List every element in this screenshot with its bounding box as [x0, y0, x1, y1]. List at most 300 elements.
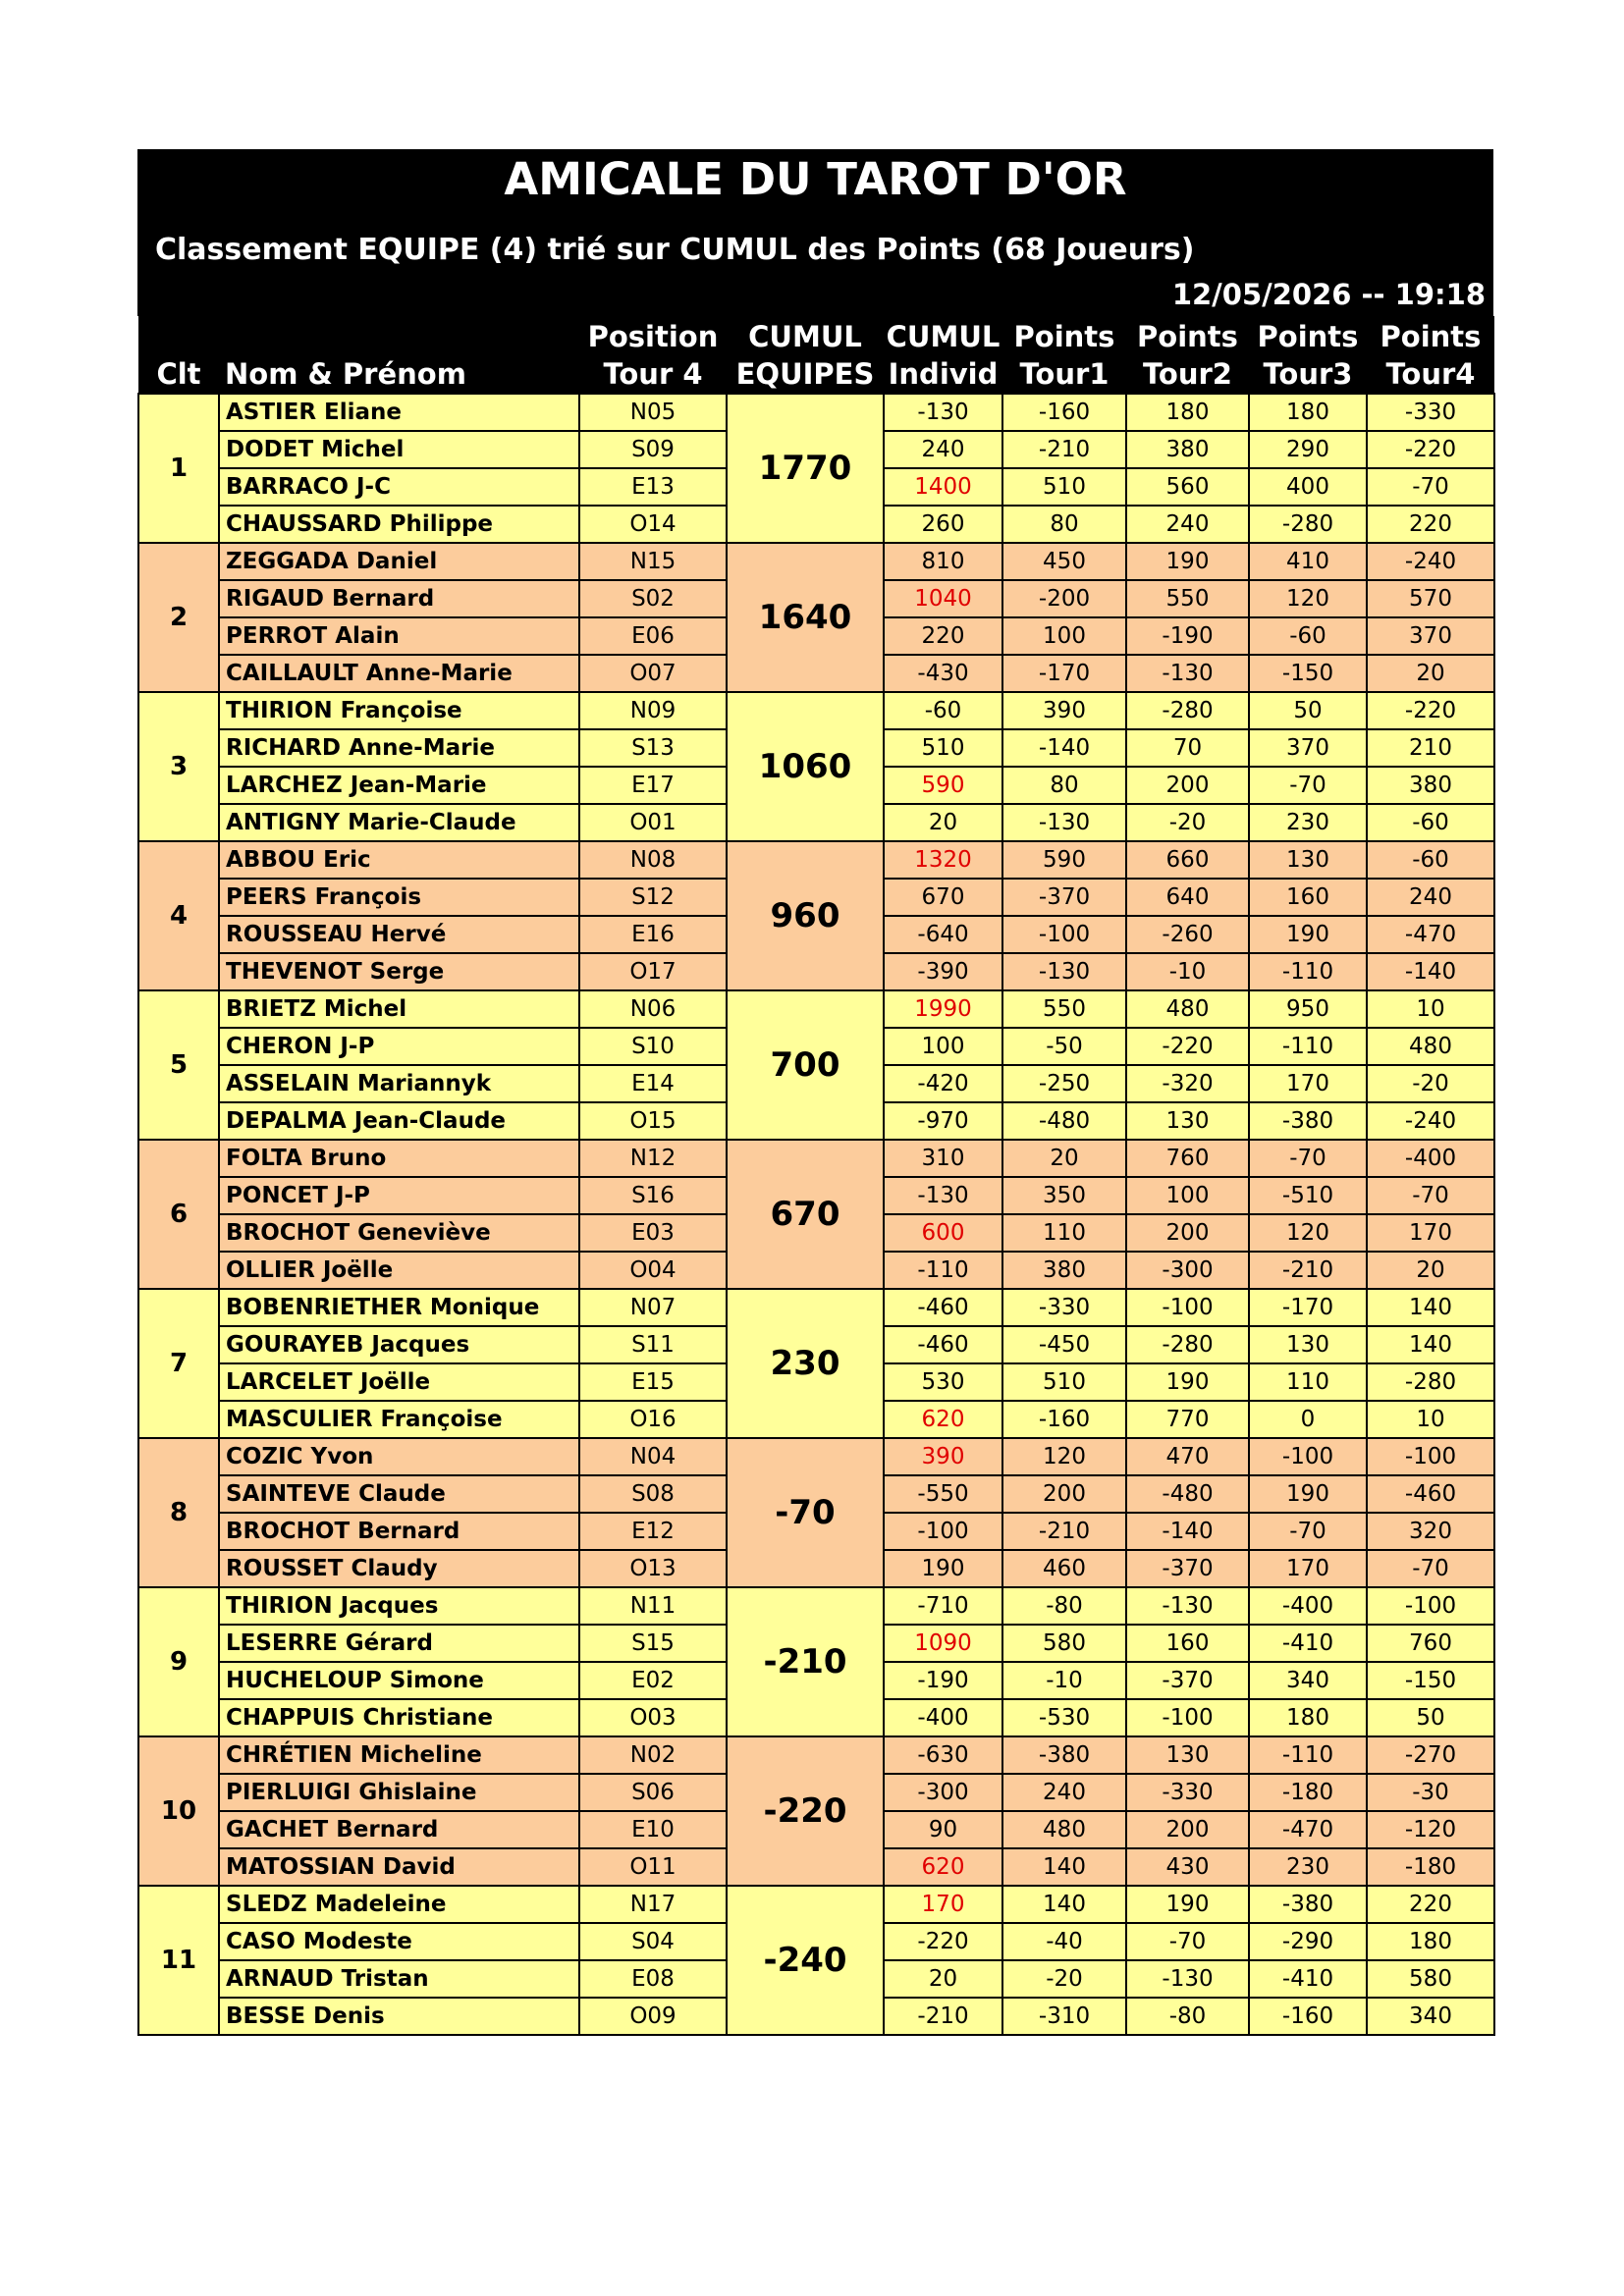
points-tour1: 20 [1002, 1140, 1126, 1177]
player-position: O16 [579, 1401, 727, 1438]
points-tour2: -280 [1126, 692, 1249, 729]
points-tour3: 230 [1249, 1848, 1367, 1886]
team-cumul: 700 [727, 990, 884, 1140]
team-rank: 4 [138, 841, 219, 990]
points-tour4: -70 [1367, 1177, 1494, 1214]
points-tour2: 70 [1126, 729, 1249, 767]
player-name: THEVENOT Serge [219, 953, 579, 990]
player-cumul: 1090 [884, 1625, 1002, 1662]
player-cumul: -460 [884, 1289, 1002, 1326]
points-tour1: 350 [1002, 1177, 1126, 1214]
team-cumul: 1640 [727, 543, 884, 692]
player-name: PERROT Alain [219, 617, 579, 655]
points-tour1: 550 [1002, 990, 1126, 1028]
player-cumul: 310 [884, 1140, 1002, 1177]
points-tour4: 210 [1367, 729, 1494, 767]
points-tour1: 100 [1002, 617, 1126, 655]
team-cumul: -240 [727, 1886, 884, 2035]
player-name: FOLTA Bruno [219, 1140, 579, 1177]
player-position: O07 [579, 655, 727, 692]
points-tour2: 100 [1126, 1177, 1249, 1214]
player-cumul: 100 [884, 1028, 1002, 1065]
player-position: S13 [579, 729, 727, 767]
player-position: O09 [579, 1998, 727, 2035]
player-position: E15 [579, 1363, 727, 1401]
points-tour3: -380 [1249, 1886, 1367, 1923]
points-tour2: -130 [1126, 655, 1249, 692]
points-tour2: -260 [1126, 916, 1249, 953]
team-rank: 1 [138, 394, 219, 543]
player-position: S16 [579, 1177, 727, 1214]
player-position: N05 [579, 394, 727, 431]
player-position: N04 [579, 1438, 727, 1475]
points-tour2: -80 [1126, 1998, 1249, 2035]
player-position: E16 [579, 916, 727, 953]
player-name: ARNAUD Tristan [219, 1960, 579, 1998]
player-position: N11 [579, 1587, 727, 1625]
player-name: PEERS François [219, 879, 579, 916]
player-position: E17 [579, 767, 727, 804]
points-tour3: 230 [1249, 804, 1367, 841]
team-cumul: 1060 [727, 692, 884, 841]
player-name: MATOSSIAN David [219, 1848, 579, 1886]
table-row [138, 543, 1494, 580]
points-tour4: -100 [1367, 1438, 1494, 1475]
player-name: PIERLUIGI Ghislaine [219, 1774, 579, 1811]
points-tour4: 760 [1367, 1625, 1494, 1662]
points-tour1: 480 [1002, 1811, 1126, 1848]
player-cumul: 1400 [884, 468, 1002, 506]
points-tour4: 220 [1367, 1886, 1494, 1923]
points-tour3: -150 [1249, 655, 1367, 692]
player-cumul: -130 [884, 1177, 1002, 1214]
points-tour3: -70 [1249, 1140, 1367, 1177]
player-position: S04 [579, 1923, 727, 1960]
player-cumul: -710 [884, 1587, 1002, 1625]
points-tour3: 50 [1249, 692, 1367, 729]
player-cumul: 390 [884, 1438, 1002, 1475]
player-name: COZIC Yvon [219, 1438, 579, 1475]
points-tour4: -120 [1367, 1811, 1494, 1848]
player-cumul: -210 [884, 1998, 1002, 2035]
player-name: DODET Michel [219, 431, 579, 468]
player-position: N17 [579, 1886, 727, 1923]
points-tour4: 480 [1367, 1028, 1494, 1065]
points-tour1: 380 [1002, 1252, 1126, 1289]
points-tour1: -170 [1002, 655, 1126, 692]
header-nom: Nom & Prénom [219, 316, 579, 394]
player-name: LARCELET Joëlle [219, 1363, 579, 1401]
points-tour3: -380 [1249, 1102, 1367, 1140]
points-tour3: 370 [1249, 729, 1367, 767]
player-name: SAINTEVE Claude [219, 1475, 579, 1513]
points-tour3: -60 [1249, 617, 1367, 655]
player-name: ANTIGNY Marie-Claude [219, 804, 579, 841]
player-cumul: -110 [884, 1252, 1002, 1289]
points-tour4: 10 [1367, 1401, 1494, 1438]
points-tour1: -160 [1002, 394, 1126, 431]
player-name: SLEDZ Madeleine [219, 1886, 579, 1923]
player-position: E13 [579, 468, 727, 506]
player-position: O11 [579, 1848, 727, 1886]
player-name: ASTIER Eliane [219, 394, 579, 431]
team-rank: 3 [138, 692, 219, 841]
player-name: BARRACO J-C [219, 468, 579, 506]
player-position: S06 [579, 1774, 727, 1811]
points-tour4: -70 [1367, 1550, 1494, 1587]
points-tour3: -510 [1249, 1177, 1367, 1214]
player-name: PONCET J-P [219, 1177, 579, 1214]
points-tour4: 20 [1367, 655, 1494, 692]
points-tour3: 160 [1249, 879, 1367, 916]
player-cumul: -630 [884, 1736, 1002, 1774]
points-tour4: -220 [1367, 431, 1494, 468]
points-tour1: -250 [1002, 1065, 1126, 1102]
player-name: RICHARD Anne-Marie [219, 729, 579, 767]
points-tour4: -60 [1367, 804, 1494, 841]
player-cumul: -390 [884, 953, 1002, 990]
points-tour3: -210 [1249, 1252, 1367, 1289]
player-position: O17 [579, 953, 727, 990]
player-position: E10 [579, 1811, 727, 1848]
points-tour2: 770 [1126, 1401, 1249, 1438]
player-position: N06 [579, 990, 727, 1028]
points-tour2: 470 [1126, 1438, 1249, 1475]
player-cumul: -420 [884, 1065, 1002, 1102]
points-tour4: -460 [1367, 1475, 1494, 1513]
points-tour1: -20 [1002, 1960, 1126, 1998]
header-cumul-equipes: CUMUL EQUIPES [727, 316, 884, 394]
points-tour1: 140 [1002, 1848, 1126, 1886]
team-rank: 9 [138, 1587, 219, 1736]
player-cumul: -300 [884, 1774, 1002, 1811]
player-name: CASO Modeste [219, 1923, 579, 1960]
table-row [138, 1289, 1494, 1326]
player-cumul: 1040 [884, 580, 1002, 617]
player-cumul: 190 [884, 1550, 1002, 1587]
points-tour3: 400 [1249, 468, 1367, 506]
player-position: S11 [579, 1326, 727, 1363]
points-tour4: 220 [1367, 506, 1494, 543]
points-tour2: 180 [1126, 394, 1249, 431]
player-position: E03 [579, 1214, 727, 1252]
page-subtitle: Classement EQUIPE (4) trié sur CUMUL des Points (68 Joueurs) [137, 210, 1493, 273]
points-tour1: -50 [1002, 1028, 1126, 1065]
player-name: OLLIER Joëlle [219, 1252, 579, 1289]
player-cumul: 1990 [884, 990, 1002, 1028]
points-tour2: -480 [1126, 1475, 1249, 1513]
team-rank: 8 [138, 1438, 219, 1587]
points-tour1: 580 [1002, 1625, 1126, 1662]
player-position: E14 [579, 1065, 727, 1102]
team-rank: 2 [138, 543, 219, 692]
points-tour1: -40 [1002, 1923, 1126, 1960]
points-tour2: 200 [1126, 1214, 1249, 1252]
points-tour1: 80 [1002, 506, 1126, 543]
player-position: S15 [579, 1625, 727, 1662]
points-tour2: -20 [1126, 804, 1249, 841]
player-position: S12 [579, 879, 727, 916]
table-row [138, 692, 1494, 729]
points-tour1: -210 [1002, 1513, 1126, 1550]
player-name: CHERON J-P [219, 1028, 579, 1065]
points-tour4: -400 [1367, 1140, 1494, 1177]
points-tour4: 320 [1367, 1513, 1494, 1550]
player-cumul: -100 [884, 1513, 1002, 1550]
points-tour2: -220 [1126, 1028, 1249, 1065]
player-position: N07 [579, 1289, 727, 1326]
points-tour3: -70 [1249, 767, 1367, 804]
points-tour2: 560 [1126, 468, 1249, 506]
team-cumul: -220 [727, 1736, 884, 1886]
points-tour3: -110 [1249, 1736, 1367, 1774]
player-cumul: 810 [884, 543, 1002, 580]
player-cumul: -640 [884, 916, 1002, 953]
points-tour1: 510 [1002, 1363, 1126, 1401]
points-tour1: -310 [1002, 1998, 1126, 2035]
points-tour1: -10 [1002, 1662, 1126, 1699]
player-cumul: 240 [884, 431, 1002, 468]
player-position: E12 [579, 1513, 727, 1550]
player-cumul: -220 [884, 1923, 1002, 1960]
points-tour3: 130 [1249, 1326, 1367, 1363]
player-cumul: 90 [884, 1811, 1002, 1848]
points-tour1: 590 [1002, 841, 1126, 879]
points-tour1: 140 [1002, 1886, 1126, 1923]
player-cumul: 510 [884, 729, 1002, 767]
points-tour3: 340 [1249, 1662, 1367, 1699]
points-tour1: -380 [1002, 1736, 1126, 1774]
player-position: O03 [579, 1699, 727, 1736]
points-tour1: -130 [1002, 953, 1126, 990]
points-tour1: -130 [1002, 804, 1126, 841]
player-position: N09 [579, 692, 727, 729]
points-tour4: -70 [1367, 468, 1494, 506]
points-tour4: 10 [1367, 990, 1494, 1028]
print-datetime: 12/05/2026 -- 19:18 [137, 273, 1493, 316]
player-name: CHAPPUIS Christiane [219, 1699, 579, 1736]
team-cumul: -210 [727, 1587, 884, 1736]
points-tour1: -160 [1002, 1401, 1126, 1438]
points-tour2: -130 [1126, 1960, 1249, 1998]
team-rank: 6 [138, 1140, 219, 1289]
points-tour2: -370 [1126, 1550, 1249, 1587]
player-cumul: -550 [884, 1475, 1002, 1513]
player-cumul: 220 [884, 617, 1002, 655]
points-tour1: -100 [1002, 916, 1126, 953]
team-cumul: 960 [727, 841, 884, 990]
points-tour3: -110 [1249, 953, 1367, 990]
player-cumul: 260 [884, 506, 1002, 543]
player-cumul: -460 [884, 1326, 1002, 1363]
points-tour2: -370 [1126, 1662, 1249, 1699]
player-cumul: -430 [884, 655, 1002, 692]
team-rank: 10 [138, 1736, 219, 1886]
player-cumul: -970 [884, 1102, 1002, 1140]
points-tour4: -140 [1367, 953, 1494, 990]
player-name: CHRÉTIEN Micheline [219, 1736, 579, 1774]
player-cumul: -400 [884, 1699, 1002, 1736]
player-name: HUCHELOUP Simone [219, 1662, 579, 1699]
player-name: ZEGGADA Daniel [219, 543, 579, 580]
player-cumul: 20 [884, 804, 1002, 841]
header-tour3: Points Tour3 [1249, 316, 1367, 394]
player-name: THIRION Françoise [219, 692, 579, 729]
team-cumul: 670 [727, 1140, 884, 1289]
player-name: CAILLAULT Anne-Marie [219, 655, 579, 692]
points-tour1: -200 [1002, 580, 1126, 617]
team-rank: 11 [138, 1886, 219, 2035]
header-tour2: Points Tour2 [1126, 316, 1249, 394]
player-name: ABBOU Eric [219, 841, 579, 879]
points-tour2: 240 [1126, 506, 1249, 543]
points-tour4: -220 [1367, 692, 1494, 729]
points-tour2: -190 [1126, 617, 1249, 655]
points-tour3: -170 [1249, 1289, 1367, 1326]
points-tour4: -150 [1367, 1662, 1494, 1699]
header-tour4: Points Tour4 [1367, 316, 1494, 394]
points-tour2: 480 [1126, 990, 1249, 1028]
player-cumul: -190 [884, 1662, 1002, 1699]
points-tour3: 110 [1249, 1363, 1367, 1401]
points-tour2: -300 [1126, 1252, 1249, 1289]
points-tour2: 190 [1126, 1363, 1249, 1401]
points-tour4: 170 [1367, 1214, 1494, 1252]
points-tour2: 200 [1126, 767, 1249, 804]
points-tour2: 130 [1126, 1102, 1249, 1140]
player-cumul: -60 [884, 692, 1002, 729]
points-tour4: -100 [1367, 1587, 1494, 1625]
player-name: GOURAYEB Jacques [219, 1326, 579, 1363]
points-tour4: 240 [1367, 879, 1494, 916]
player-name: MASCULIER Françoise [219, 1401, 579, 1438]
points-tour4: -330 [1367, 394, 1494, 431]
player-name: BOBENRIETHER Monique [219, 1289, 579, 1326]
points-tour1: -450 [1002, 1326, 1126, 1363]
points-tour4: 570 [1367, 580, 1494, 617]
points-tour3: 180 [1249, 394, 1367, 431]
player-name: GACHET Bernard [219, 1811, 579, 1848]
player-position: N02 [579, 1736, 727, 1774]
points-tour3: -110 [1249, 1028, 1367, 1065]
points-tour3: 180 [1249, 1699, 1367, 1736]
points-tour3: 290 [1249, 431, 1367, 468]
table-row [138, 990, 1494, 1028]
player-name: BESSE Denis [219, 1998, 579, 2035]
player-name: LESERRE Gérard [219, 1625, 579, 1662]
points-tour3: -180 [1249, 1774, 1367, 1811]
player-name: RIGAUD Bernard [219, 580, 579, 617]
points-tour2: -320 [1126, 1065, 1249, 1102]
points-tour1: -140 [1002, 729, 1126, 767]
table-row [138, 1140, 1494, 1177]
points-tour1: 450 [1002, 543, 1126, 580]
player-position: N15 [579, 543, 727, 580]
points-tour4: -280 [1367, 1363, 1494, 1401]
player-name: DEPALMA Jean-Claude [219, 1102, 579, 1140]
points-tour3: -290 [1249, 1923, 1367, 1960]
player-cumul: 670 [884, 879, 1002, 916]
points-tour2: -140 [1126, 1513, 1249, 1550]
points-tour2: -100 [1126, 1699, 1249, 1736]
points-tour1: 200 [1002, 1475, 1126, 1513]
player-position: O14 [579, 506, 727, 543]
points-tour4: -180 [1367, 1848, 1494, 1886]
table-row [138, 1886, 1494, 1923]
points-tour3: -410 [1249, 1625, 1367, 1662]
points-tour2: -330 [1126, 1774, 1249, 1811]
points-tour1: 390 [1002, 692, 1126, 729]
points-tour2: 660 [1126, 841, 1249, 879]
player-cumul: 600 [884, 1214, 1002, 1252]
header-position: Position Tour 4 [579, 316, 727, 394]
points-tour4: 340 [1367, 1998, 1494, 2035]
table-row [138, 1438, 1494, 1475]
player-name: THIRION Jacques [219, 1587, 579, 1625]
points-tour3: -160 [1249, 1998, 1367, 2035]
points-tour4: -240 [1367, 1102, 1494, 1140]
player-position: S02 [579, 580, 727, 617]
header-tour1: Points Tour1 [1002, 316, 1126, 394]
points-tour3: 130 [1249, 841, 1367, 879]
player-name: ROUSSEAU Hervé [219, 916, 579, 953]
player-name: BROCHOT Geneviève [219, 1214, 579, 1252]
points-tour2: 640 [1126, 879, 1249, 916]
player-name: BRIETZ Michel [219, 990, 579, 1028]
points-tour4: 580 [1367, 1960, 1494, 1998]
player-position: S10 [579, 1028, 727, 1065]
points-tour3: 190 [1249, 1475, 1367, 1513]
points-tour3: 120 [1249, 580, 1367, 617]
player-position: N08 [579, 841, 727, 879]
team-rank: 5 [138, 990, 219, 1140]
points-tour1: -80 [1002, 1587, 1126, 1625]
points-tour1: -480 [1002, 1102, 1126, 1140]
points-tour4: 20 [1367, 1252, 1494, 1289]
points-tour3: 170 [1249, 1065, 1367, 1102]
points-tour4: -240 [1367, 543, 1494, 580]
ranking-body [138, 394, 1494, 2035]
page-title: AMICALE DU TAROT D'OR [137, 149, 1493, 210]
player-cumul: 1320 [884, 841, 1002, 879]
points-tour2: 130 [1126, 1736, 1249, 1774]
team-cumul: 1770 [727, 394, 884, 543]
points-tour2: -10 [1126, 953, 1249, 990]
table-row [138, 394, 1494, 431]
points-tour1: 510 [1002, 468, 1126, 506]
points-tour3: 120 [1249, 1214, 1367, 1252]
points-tour2: 190 [1126, 543, 1249, 580]
points-tour3: -70 [1249, 1513, 1367, 1550]
player-cumul: 170 [884, 1886, 1002, 1923]
points-tour2: 760 [1126, 1140, 1249, 1177]
points-tour4: -20 [1367, 1065, 1494, 1102]
player-position: E08 [579, 1960, 727, 1998]
points-tour4: 140 [1367, 1326, 1494, 1363]
points-tour4: 50 [1367, 1699, 1494, 1736]
table-row [138, 1587, 1494, 1625]
points-tour2: -100 [1126, 1289, 1249, 1326]
points-tour2: 160 [1126, 1625, 1249, 1662]
player-position: S09 [579, 431, 727, 468]
player-cumul: 530 [884, 1363, 1002, 1401]
points-tour4: 180 [1367, 1923, 1494, 1960]
points-tour3: -400 [1249, 1587, 1367, 1625]
ranking-table [137, 316, 1495, 2036]
points-tour3: -280 [1249, 506, 1367, 543]
player-position: O04 [579, 1252, 727, 1289]
points-tour1: -370 [1002, 879, 1126, 916]
